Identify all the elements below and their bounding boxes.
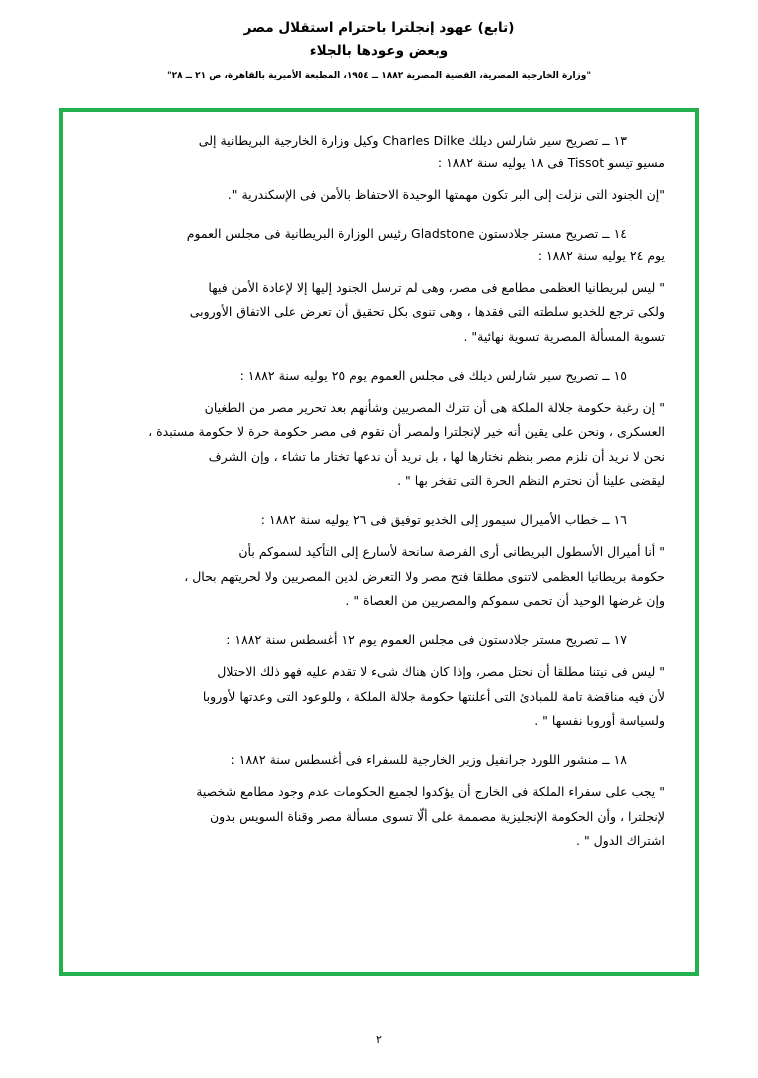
quote-line: اشتراك الدول " .	[576, 833, 665, 848]
content-body	[63, 112, 695, 871]
quote-line: "إن الجنود التى نزلت إلى البر تكون مهمتها الوحيدة الاحتفاظ بالأمن فى الإسكندرية ".	[227, 186, 665, 202]
quote-line: ولكى ترجع للخديو سلطته التى فقدها ، وهى تنوى بكل تحقيق أن تعرض على الاتفاق الأوروبى	[189, 304, 665, 320]
spacer	[93, 621, 665, 629]
entry-13-quote	[93, 183, 665, 207]
page-number: ٢	[376, 1033, 382, 1046]
entry-13-heading-line1: ١٣ ــ تصريح سير شارلس ديلك Charles Dilke وكيل وزارة الخارجية البريطانية إلى	[198, 133, 627, 148]
quote-line: لأن فيه مناقضة تامة للمبادئ التى أعلنتها حكومة جلالة الملكة ، وللوعود التى وعدتها لأوروبا	[202, 688, 665, 704]
entry-17	[93, 629, 665, 733]
entry-18-quote	[93, 780, 665, 853]
quote-line: العسكرى ، ونحن على يقين أنه خير لإنجلترا ولمصر أن تقوم فى مصر حكومة حرة لا حكومة مستبدة ،	[148, 424, 665, 440]
spacer	[93, 501, 665, 509]
entry-16-heading-line1: ١٦ ــ خطاب الأميرال سيمور إلى الخديو توفيق فى ٢٦ يوليه سنة ١٨٨٢ :	[260, 512, 627, 528]
entry-18	[93, 749, 665, 853]
entry-13-heading-line2: مسيو تيسو Tissot فى ١٨ يوليه سنة ١٨٨٢ :	[437, 154, 665, 170]
entry-16-quote	[93, 540, 665, 613]
quote-line: لإنجلترا ، وأن الحكومة الإنجليزية مصممة على ألّا تسوى مسألة مصر وقناة السويس بدون	[209, 808, 665, 824]
entry-18-heading-line1: ١٨ ــ منشور اللورد جرانفيل وزير الخارجية للسفراء فى أغسطس سنة ١٨٨٢ :	[230, 752, 627, 768]
spacer	[93, 215, 665, 223]
entry-13	[93, 130, 665, 207]
entry-17-heading-line1: ١٧ ــ تصريح مستر جلادستون فى مجلس العموم يوم ١٢ أغسطس سنة ١٨٨٢ :	[226, 632, 627, 648]
spacer	[93, 357, 665, 365]
spacer	[93, 741, 665, 749]
quote-line: " إن رغبة حكومة جلالة الملكة هى أن تترك المصريين وشأنهم بعد تحرير مصر من الطغيان	[204, 399, 665, 415]
quote-line: ليقضى علينا أن نحترم النظم الحرة التى تفخر بها " .	[397, 473, 665, 488]
entry-14-heading-line2: يوم ٢٤ يوليه سنة ١٨٨٢ :	[537, 248, 665, 263]
page-title: (تابع) عهود إنجلترا باحترام استقلال مصر	[243, 20, 515, 36]
entry-14-quote	[93, 276, 665, 349]
quote-line: وإن غرضها الوحيد أن تحمى سموكم والمصريين من العصاة " .	[345, 593, 665, 608]
entry-14-heading-line1: ١٤ ــ تصريح مستر جلادستون Gladstone رئيس الوزارة البريطانية فى مجلس العموم	[186, 226, 627, 242]
quote-line: تسوية المسألة المصرية تسوية نهائية" .	[463, 328, 665, 344]
quote-line: " ليس لبريطانيا العظمى مطامع فى مصر، وهى لم ترسل الجنود إليها إلا لإعادة الأمن فيها	[208, 279, 665, 295]
entry-17-quote	[93, 660, 665, 733]
entry-14	[93, 223, 665, 349]
entry-15	[93, 365, 665, 493]
entry-16	[93, 509, 665, 613]
quote-line: نحن لا نريد أن نلزم مصر بنظم نختارها لها ، بل نريد أن ندعها تختار ما تشاء ، وإن الشرف	[208, 448, 665, 464]
quote-line: ولسياسة أوروبا نفسها " .	[534, 713, 665, 728]
entry-15-quote	[93, 396, 665, 494]
quote-line: " أنا أميرال الأسطول البريطانى أرى الفرصة سانحة لأسارع إلى التأكيد لسموكم بأن	[238, 544, 665, 560]
page-subtitle: وبعض وعودها بالجلاء	[309, 42, 449, 59]
source-citation: "وزارة الخارجية المصرية، القضية المصرية ١٨٨٢ ــ ١٩٥٤، المطبعة الأميرية بالقاهرة، ص ٢١ ــ ٢٨"	[166, 70, 592, 81]
quote-line: حكومة بريطانيا العظمى لاتنوى مطلقا فتح مصر ولا التعرض لدين المصريين ولا لحريتهم بحال ،	[184, 568, 665, 584]
page-header	[0, 0, 758, 81]
entry-15-heading-line1: ١٥ ــ تصريح سير شارلس ديلك فى مجلس العموم يوم ٢٥ يوليه سنة ١٨٨٢ :	[239, 368, 627, 383]
content-frame	[59, 108, 699, 976]
quote-line: " يجب على سفراء الملكة فى الخارج أن يؤكدوا لجميع الحكومات عدم وجود مطامع شخصية	[196, 784, 665, 800]
quote-line: " ليس فى نيتنا مطلقا أن نحتل مصر، وإذا كان هناك شىء لا تقدم عليه فهو ذلك الاحتلال	[217, 664, 665, 680]
